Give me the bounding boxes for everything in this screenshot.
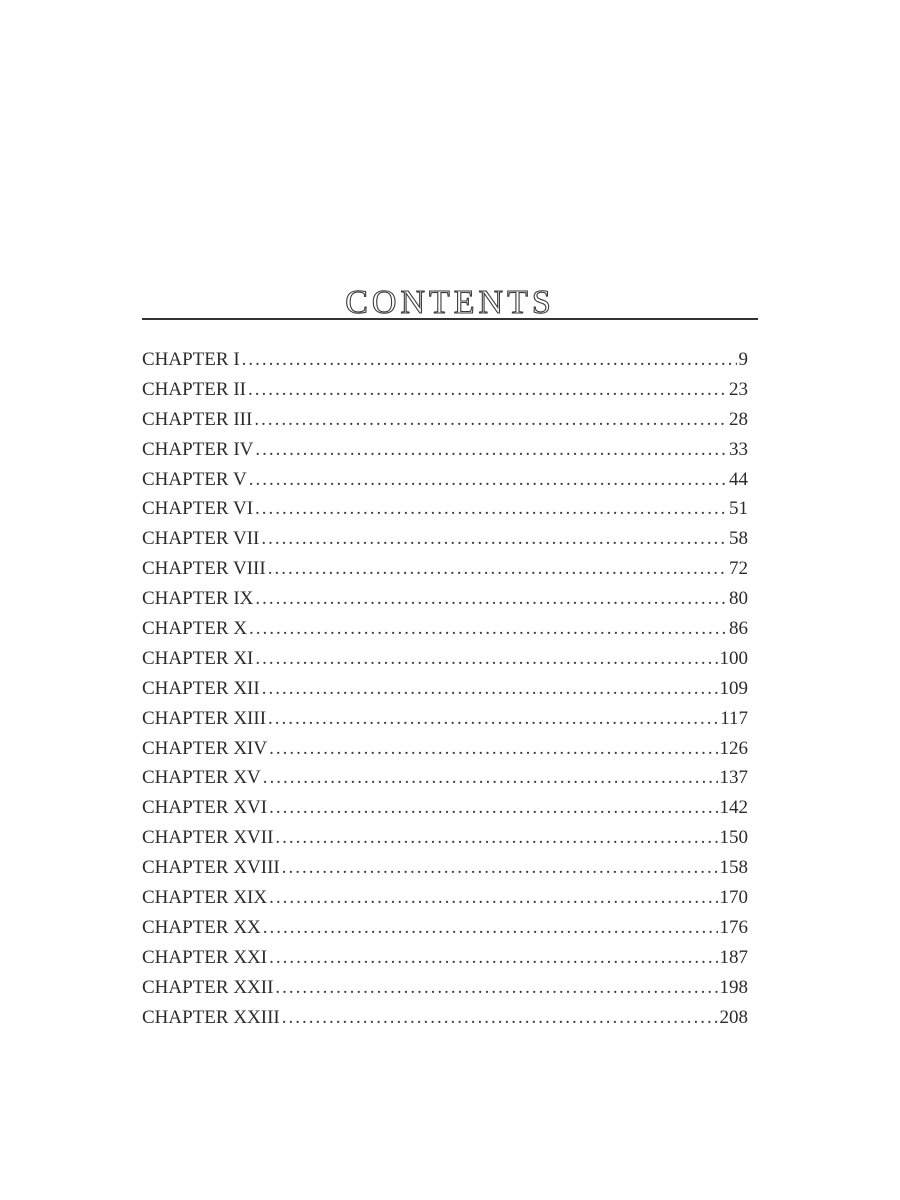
page-number: 51 xyxy=(729,498,748,520)
chapter-label: CHAPTER XV xyxy=(142,767,261,789)
dot-leader xyxy=(263,763,718,793)
page-number: 100 xyxy=(719,647,748,669)
toc-entry[interactable] xyxy=(142,913,748,943)
toc-entry[interactable] xyxy=(142,674,748,704)
chapter-label: CHAPTER XXII xyxy=(142,976,274,998)
page-number: 142 xyxy=(719,797,748,819)
page-number: 158 xyxy=(719,857,748,879)
page-number: 72 xyxy=(729,558,748,580)
page-number: 28 xyxy=(729,408,748,430)
page-number: 137 xyxy=(719,767,748,789)
dot-leader xyxy=(255,644,717,674)
chapter-label: CHAPTER XVIII xyxy=(142,857,280,879)
toc-entry[interactable] xyxy=(142,465,748,495)
toc-entry[interactable] xyxy=(142,584,748,614)
page-number: 208 xyxy=(719,1006,748,1028)
dot-leader xyxy=(262,674,718,704)
toc-entry[interactable] xyxy=(142,405,748,435)
toc-entry[interactable] xyxy=(142,793,748,823)
dot-leader xyxy=(242,345,737,375)
dot-leader xyxy=(275,823,717,853)
dot-leader xyxy=(255,494,727,524)
page-number: 80 xyxy=(729,588,748,610)
page-title: CONTENTS xyxy=(345,283,555,321)
page-number: 126 xyxy=(719,737,748,759)
page-number: 109 xyxy=(719,677,748,699)
dot-leader xyxy=(255,584,727,614)
page-number: 198 xyxy=(719,976,748,998)
toc-entry[interactable] xyxy=(142,704,748,734)
dot-leader xyxy=(269,793,717,823)
chapter-label: CHAPTER XVII xyxy=(142,827,274,849)
toc-entry[interactable] xyxy=(142,494,748,524)
toc-entry[interactable] xyxy=(142,614,748,644)
chapter-label: CHAPTER VI xyxy=(142,498,254,520)
toc-entry[interactable] xyxy=(142,883,748,913)
toc-entry[interactable] xyxy=(142,435,748,465)
toc-entry[interactable] xyxy=(142,763,748,793)
chapter-label: CHAPTER XIV xyxy=(142,737,268,759)
chapter-label: CHAPTER XVI xyxy=(142,797,268,819)
dot-leader xyxy=(254,405,727,435)
page-number: 176 xyxy=(719,916,748,938)
toc-entry[interactable] xyxy=(142,644,748,674)
dot-leader xyxy=(269,734,717,764)
chapter-label: CHAPTER XII xyxy=(142,677,260,699)
page-number: 86 xyxy=(729,618,748,640)
chapter-label: CHAPTER I xyxy=(142,349,240,370)
chapter-label: CHAPTER XIX xyxy=(142,887,268,909)
title-divider xyxy=(142,318,758,320)
page-number: 23 xyxy=(729,378,748,400)
dot-leader xyxy=(275,973,717,1003)
chapter-label: CHAPTER III xyxy=(142,408,253,430)
dot-leader xyxy=(248,375,727,405)
dot-leader xyxy=(268,554,727,584)
toc-entry[interactable] xyxy=(142,823,748,853)
toc-entry[interactable] xyxy=(142,524,748,554)
page-number: 58 xyxy=(729,528,748,550)
dot-leader xyxy=(249,465,727,495)
toc-entry[interactable] xyxy=(142,345,748,375)
chapter-label: CHAPTER IV xyxy=(142,438,254,460)
chapter-label: CHAPTER II xyxy=(142,378,246,400)
toc-entry[interactable] xyxy=(142,375,748,405)
page-number: 170 xyxy=(719,887,748,909)
table-of-contents xyxy=(142,345,748,1032)
chapter-label: CHAPTER IX xyxy=(142,588,254,610)
dot-leader xyxy=(268,704,718,734)
page-number: 117 xyxy=(720,707,748,729)
toc-entry[interactable] xyxy=(142,1003,748,1033)
toc-entry[interactable] xyxy=(142,554,748,584)
chapter-label: CHAPTER XX xyxy=(142,916,261,938)
chapter-label: CHAPTER VII xyxy=(142,528,260,550)
toc-entry[interactable] xyxy=(142,734,748,764)
chapter-label: CHAPTER VIII xyxy=(142,558,266,580)
chapter-label: CHAPTER X xyxy=(142,618,248,640)
chapter-label: CHAPTER XXIII xyxy=(142,1006,280,1028)
page-number: 187 xyxy=(719,946,748,968)
dot-leader xyxy=(255,435,727,465)
chapter-label: CHAPTER V xyxy=(142,468,247,490)
page-number: 33 xyxy=(729,438,748,460)
chapter-label: CHAPTER XXI xyxy=(142,946,268,968)
dot-leader xyxy=(269,943,717,973)
page-number: 150 xyxy=(719,827,748,849)
dot-leader xyxy=(249,614,727,644)
page-number: 44 xyxy=(729,468,748,490)
dot-leader xyxy=(282,853,718,883)
toc-entry[interactable] xyxy=(142,943,748,973)
chapter-label: CHAPTER XIII xyxy=(142,707,267,729)
dot-leader xyxy=(263,913,718,943)
dot-leader xyxy=(269,883,717,913)
dot-leader xyxy=(282,1003,718,1033)
chapter-label: CHAPTER XI xyxy=(142,647,254,669)
page-number: 9 xyxy=(738,349,748,370)
toc-entry[interactable] xyxy=(142,973,748,1003)
dot-leader xyxy=(261,524,727,554)
toc-entry[interactable] xyxy=(142,853,748,883)
